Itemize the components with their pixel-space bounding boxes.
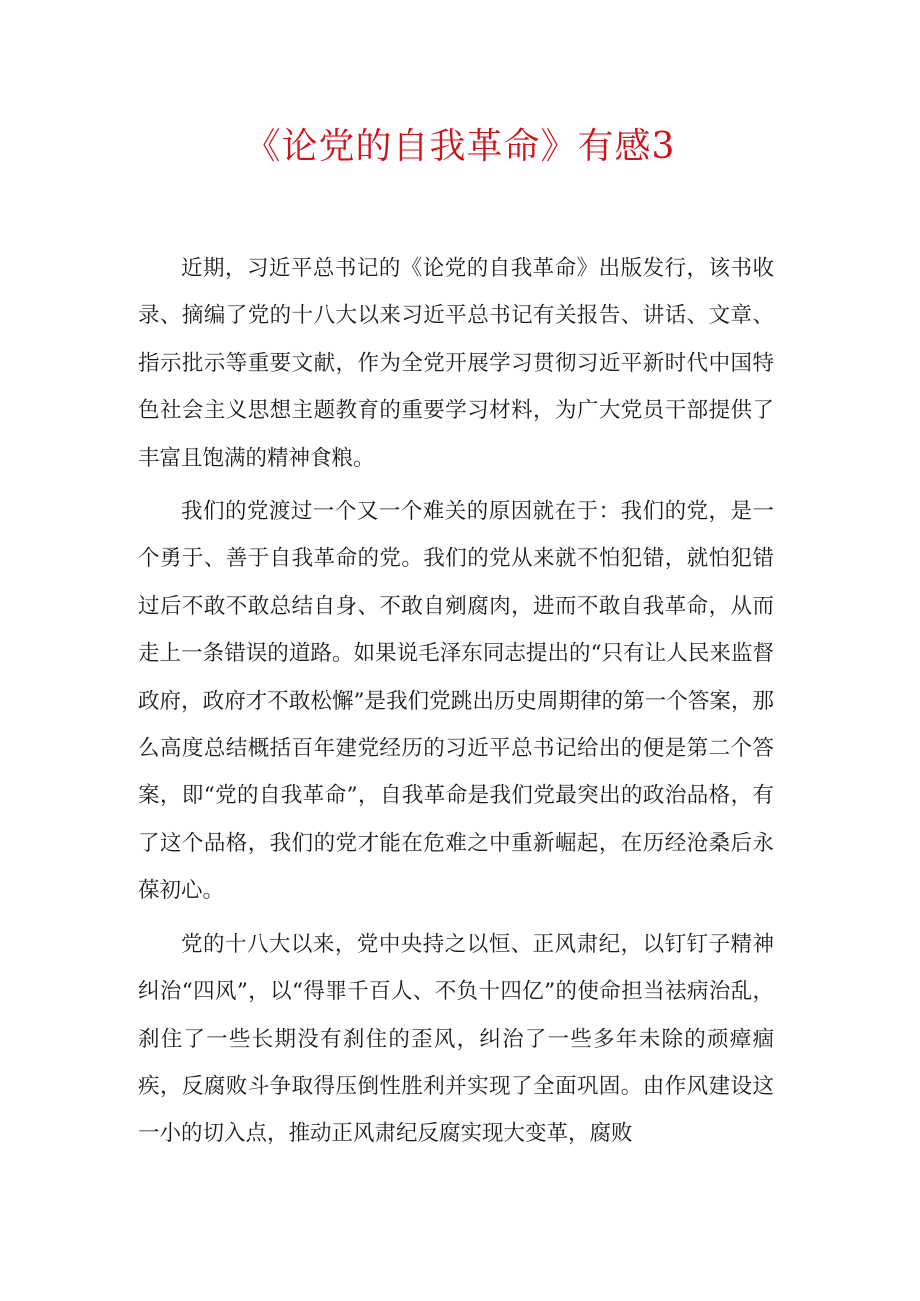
paragraph-1: 近期，习近平总书记的《论党的自我革命》出版发行，该书收录、摘编了党的十八大以来习近平总书记有关报告、讲话、文章、指示批示等重要文献，作为全党开展学习贯彻习近平新时代中国特色社会主义思想主题教育的重要学习材料，为广大党员干部提供了丰富且饱满的精神食粮。 bbox=[138, 256, 774, 471]
document-title: 《论党的自我革命》有感3 bbox=[244, 126, 676, 167]
paragraph-2: 我们的党渡过一个又一个难关的原因就在于：我们的党，是一个勇于、善于自我革命的党。我们的党从来就不怕犯错，就怕犯错过后不敢不敢总结自身、不敢自剜腐肉，进而不敢自我革命，从而走上一条错误的道路。如果说毛泽东同志提出的“只有让人民来监督政府，政府才不敢松懈”是我们党跳出历史周期律的第一个答案，那么高度总结概括百年建党经历的习近平总书记给出的便是第二个答案，即“党的自我革命”，自我革命是我们党最突出的政治品格，有了这个品格，我们的党才能在危难之中重新崛起，在历经沧桑后永葆初心。 bbox=[138, 499, 774, 904]
paragraph-3: 党的十八大以来，党中央持之以恒、正风肃纪，以钉钉子精神纠治“四风”，以“得罪千百人、不负十四亿”的使命担当祛病治乱，刹住了一些长期没有刹住的歪风，纠治了一些多年未除的顽瘴痼疾，反腐败斗争取得压倒性胜利并实现了全面巩固。由作风建设这一小的切入点，推动正风肃纪反腐实现大变革，腐败 bbox=[138, 931, 774, 1147]
document-body bbox=[138, 245, 774, 1164]
